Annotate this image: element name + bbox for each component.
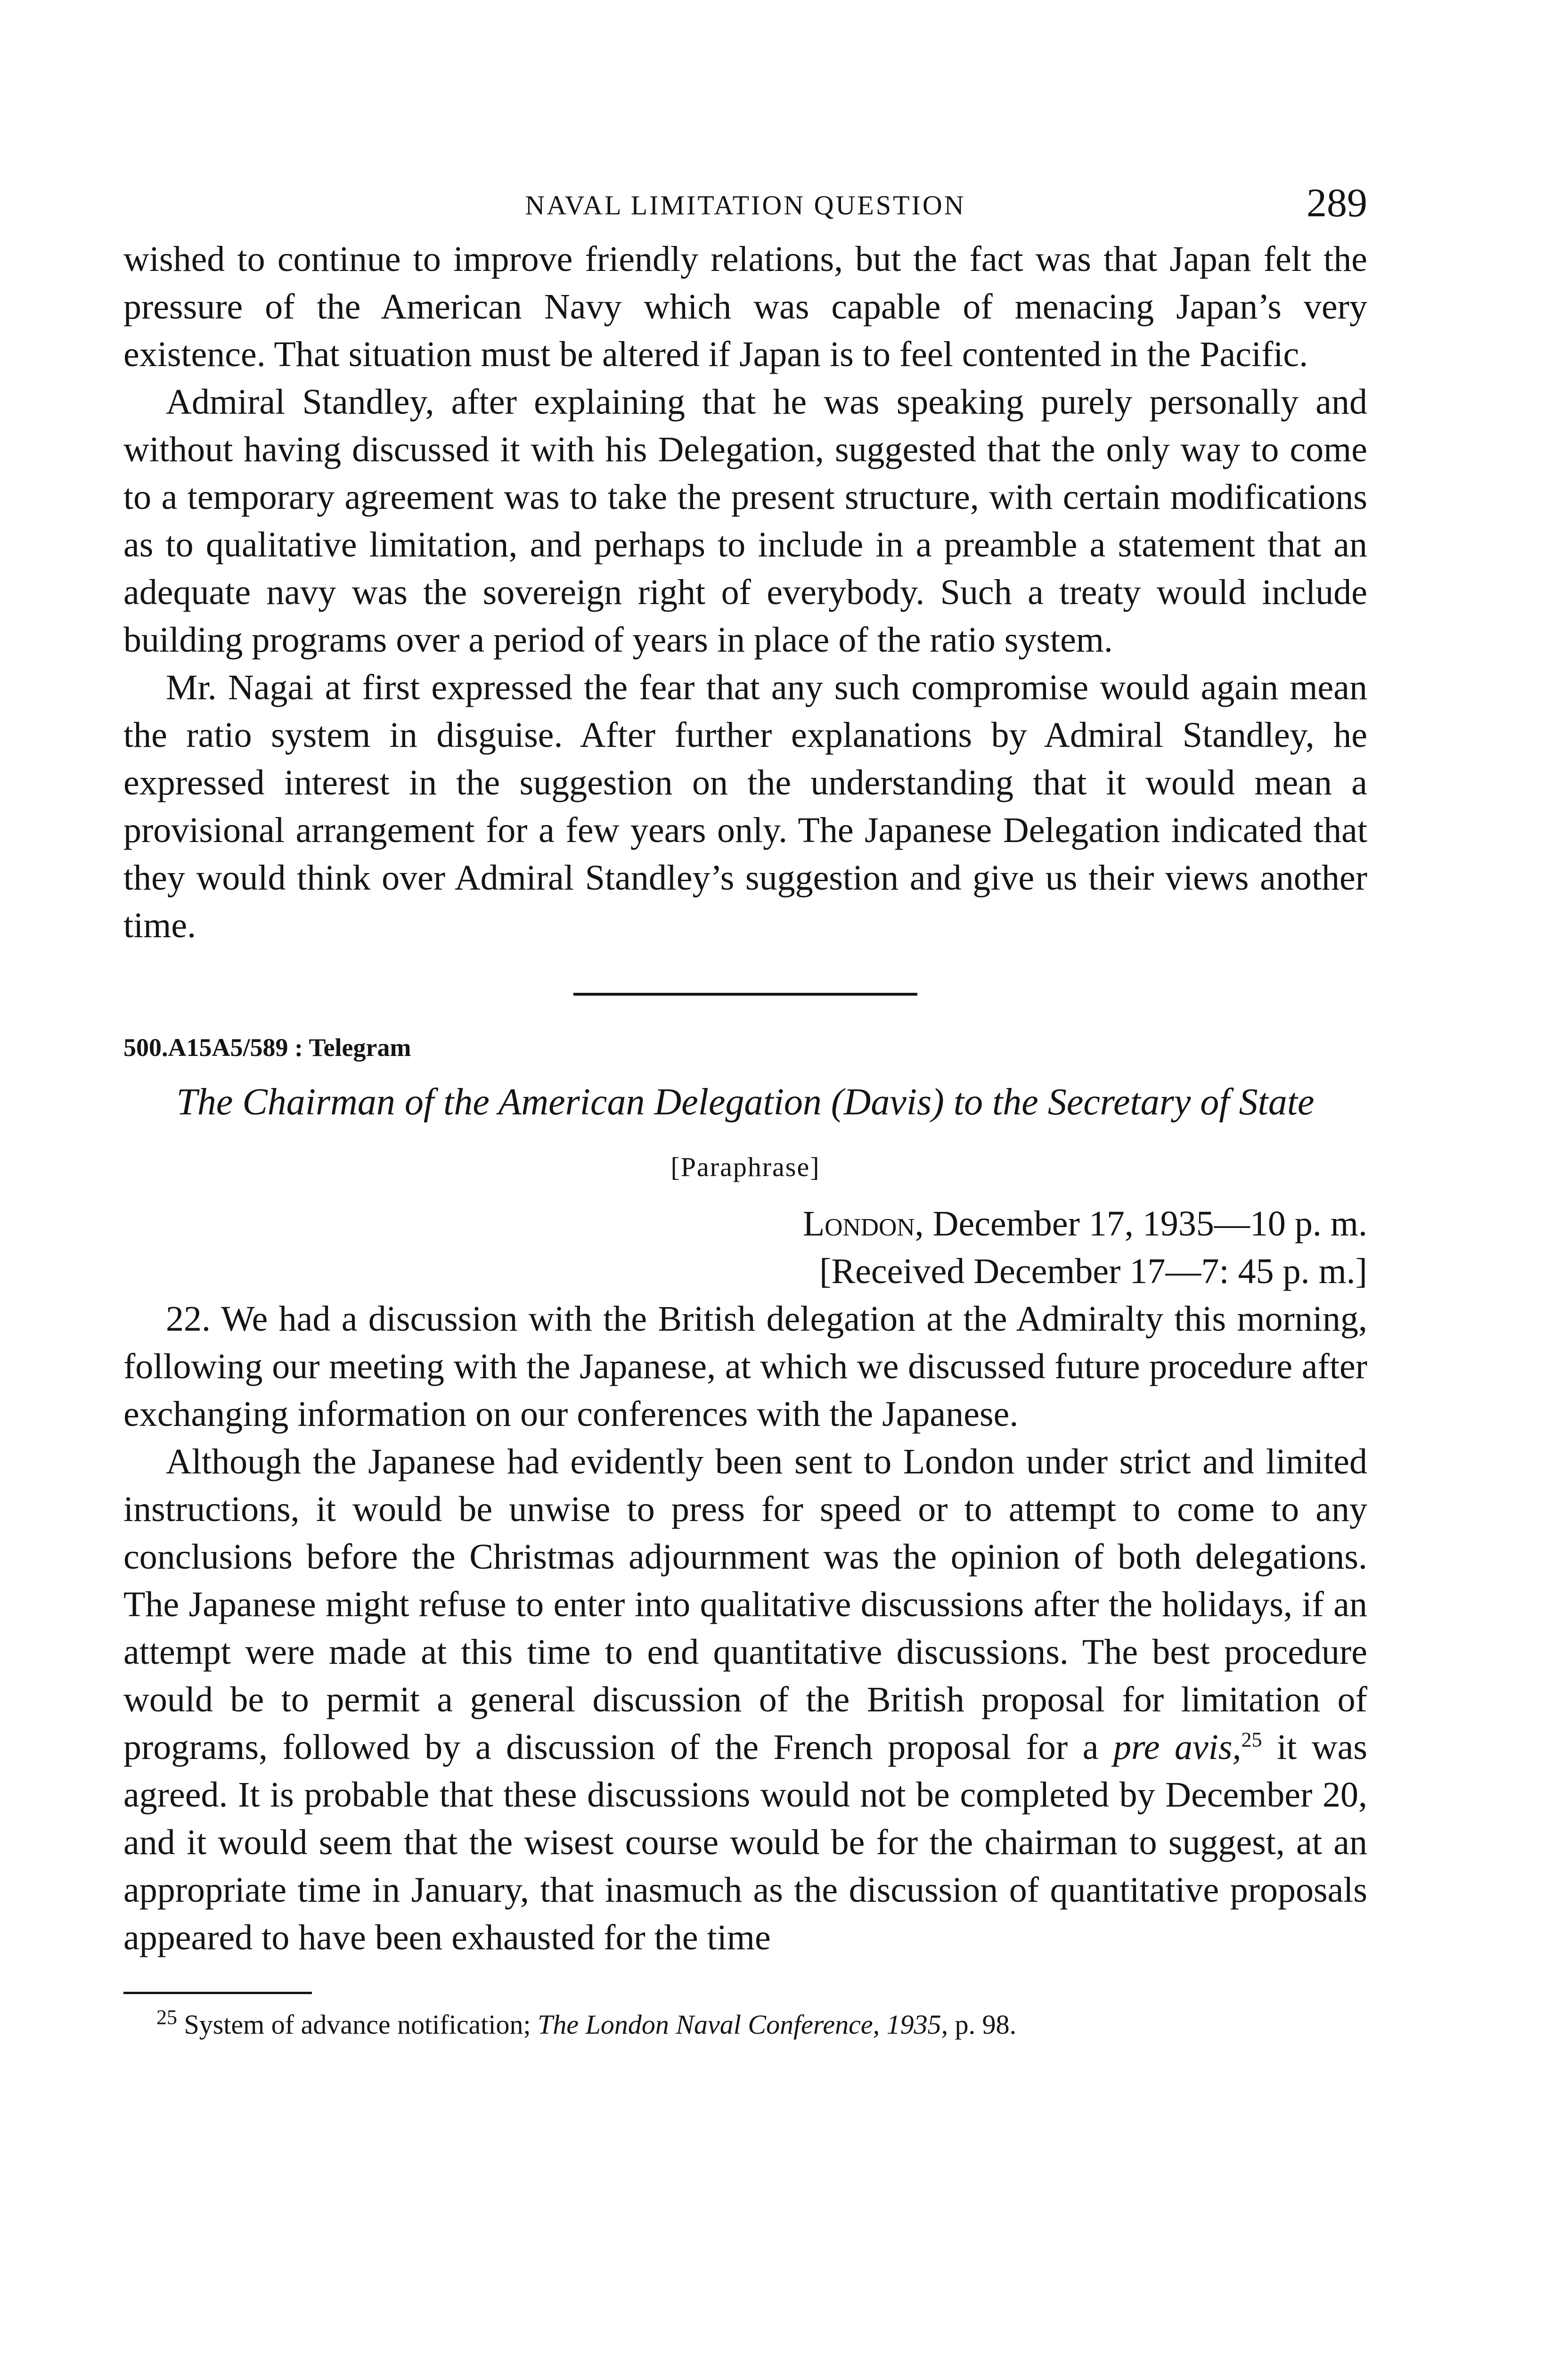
paragraph-continued: wished to continue to improve friendly relations, but the fact was that Japan felt the pressure of the American Navy which was capable of menacing Japan’s very existence. That situation must be altered if Japan is to feel contented in the Pacific.	[123, 239, 1367, 374]
footnote	[123, 2006, 1367, 2043]
running-title: NAVAL LIMITATION QUESTION	[525, 190, 966, 221]
running-header	[123, 179, 1367, 236]
pre-avis-term: pre avis,	[1113, 1727, 1241, 1767]
footnote-ref: 25	[1241, 1728, 1262, 1751]
paragraph-text-a: Although the Japanese had evidently been sent to London under strict and limited instructions, it would be unwise to press for speed or to attempt to come to any conclusions before the Christmas adjournment was the opinion of both delegations. The Japanese might refuse to enter into qualitative discussions after the holidays, if an attempt were made at this time to end quantitative discussions. The best procedure would be to permit a general discussion of the British proposal for limitation of programs, followed by a discussion of the French proposal for a	[123, 1442, 1367, 1767]
dateline	[123, 1200, 1367, 1295]
paraphrase-label: [Paraphrase]	[670, 1152, 820, 1182]
footnote-text-b: p. 98.	[948, 2009, 1017, 2040]
dateline-received: [Received December 17—7: 45 p. m.]	[819, 1252, 1367, 1291]
paragraph-text-b: it was agreed. It is probable that these discussions would not be completed by December 20, and it would seem that the wisest course would be for the chairman to suggest, at an appropriate time in January, that inasmuch as the discussion of quantitative proposals appeared to have been exhausted for the time	[123, 1727, 1367, 1957]
file-number: 500.A15A5/589	[123, 1033, 288, 1062]
document-file-number: 500.A15A5/589 : Telegram	[123, 1033, 411, 1062]
footnote-text-a: System of advance notification;	[177, 2009, 538, 2040]
file-type: Telegram	[309, 1033, 411, 1062]
paragraph-japanese-instructions	[123, 1438, 1367, 1962]
paragraph-standley: Admiral Standley, after explaining that he was speaking purely personally and without having discussed it with his Delegation, suggested that the only way to come to a temporary agreement was to take the present structure, with certain modifications as to qualitative limitation, and perhaps to include in a preamble a statement that an adequate navy was the sovereign right of everybody. Such a treaty would include building programs over a period of years in place of the ratio system.	[123, 382, 1367, 660]
footnote-citation: The London Naval Conference, 1935,	[538, 2009, 948, 2040]
section-divider	[573, 993, 917, 996]
footnote-number: 25	[156, 2005, 177, 2029]
document-heading: The Chairman of the American Delegation (Davis) to the Secretary of State	[176, 1081, 1315, 1123]
dateline-date: , December 17, 1935—10 p. m.	[915, 1204, 1367, 1243]
paragraph-nagai: Mr. Nagai at first expressed the fear that any such compromise would again mean the ratio system in disguise. After further explanations by Admiral Standley, he expressed interest in the suggestion on the understanding that it would mean a provisional arrangement for a few years only. The Japanese Delegation indicated that they would think over Admiral Standley’s suggestion and give us their views another time.	[123, 668, 1367, 945]
footnote-rule	[123, 1992, 312, 1994]
dateline-place: London	[802, 1204, 915, 1243]
document-page	[123, 179, 1367, 2043]
page-number: 289	[1307, 180, 1367, 225]
paragraph-22: 22. We had a discussion with the British delegation at the Admiralty this morning, following our meeting with the Japanese, at which we discussed future procedure after exchanging information on our conferences with the Japanese.	[123, 1299, 1367, 1434]
dateline-sent	[123, 1200, 1367, 1248]
